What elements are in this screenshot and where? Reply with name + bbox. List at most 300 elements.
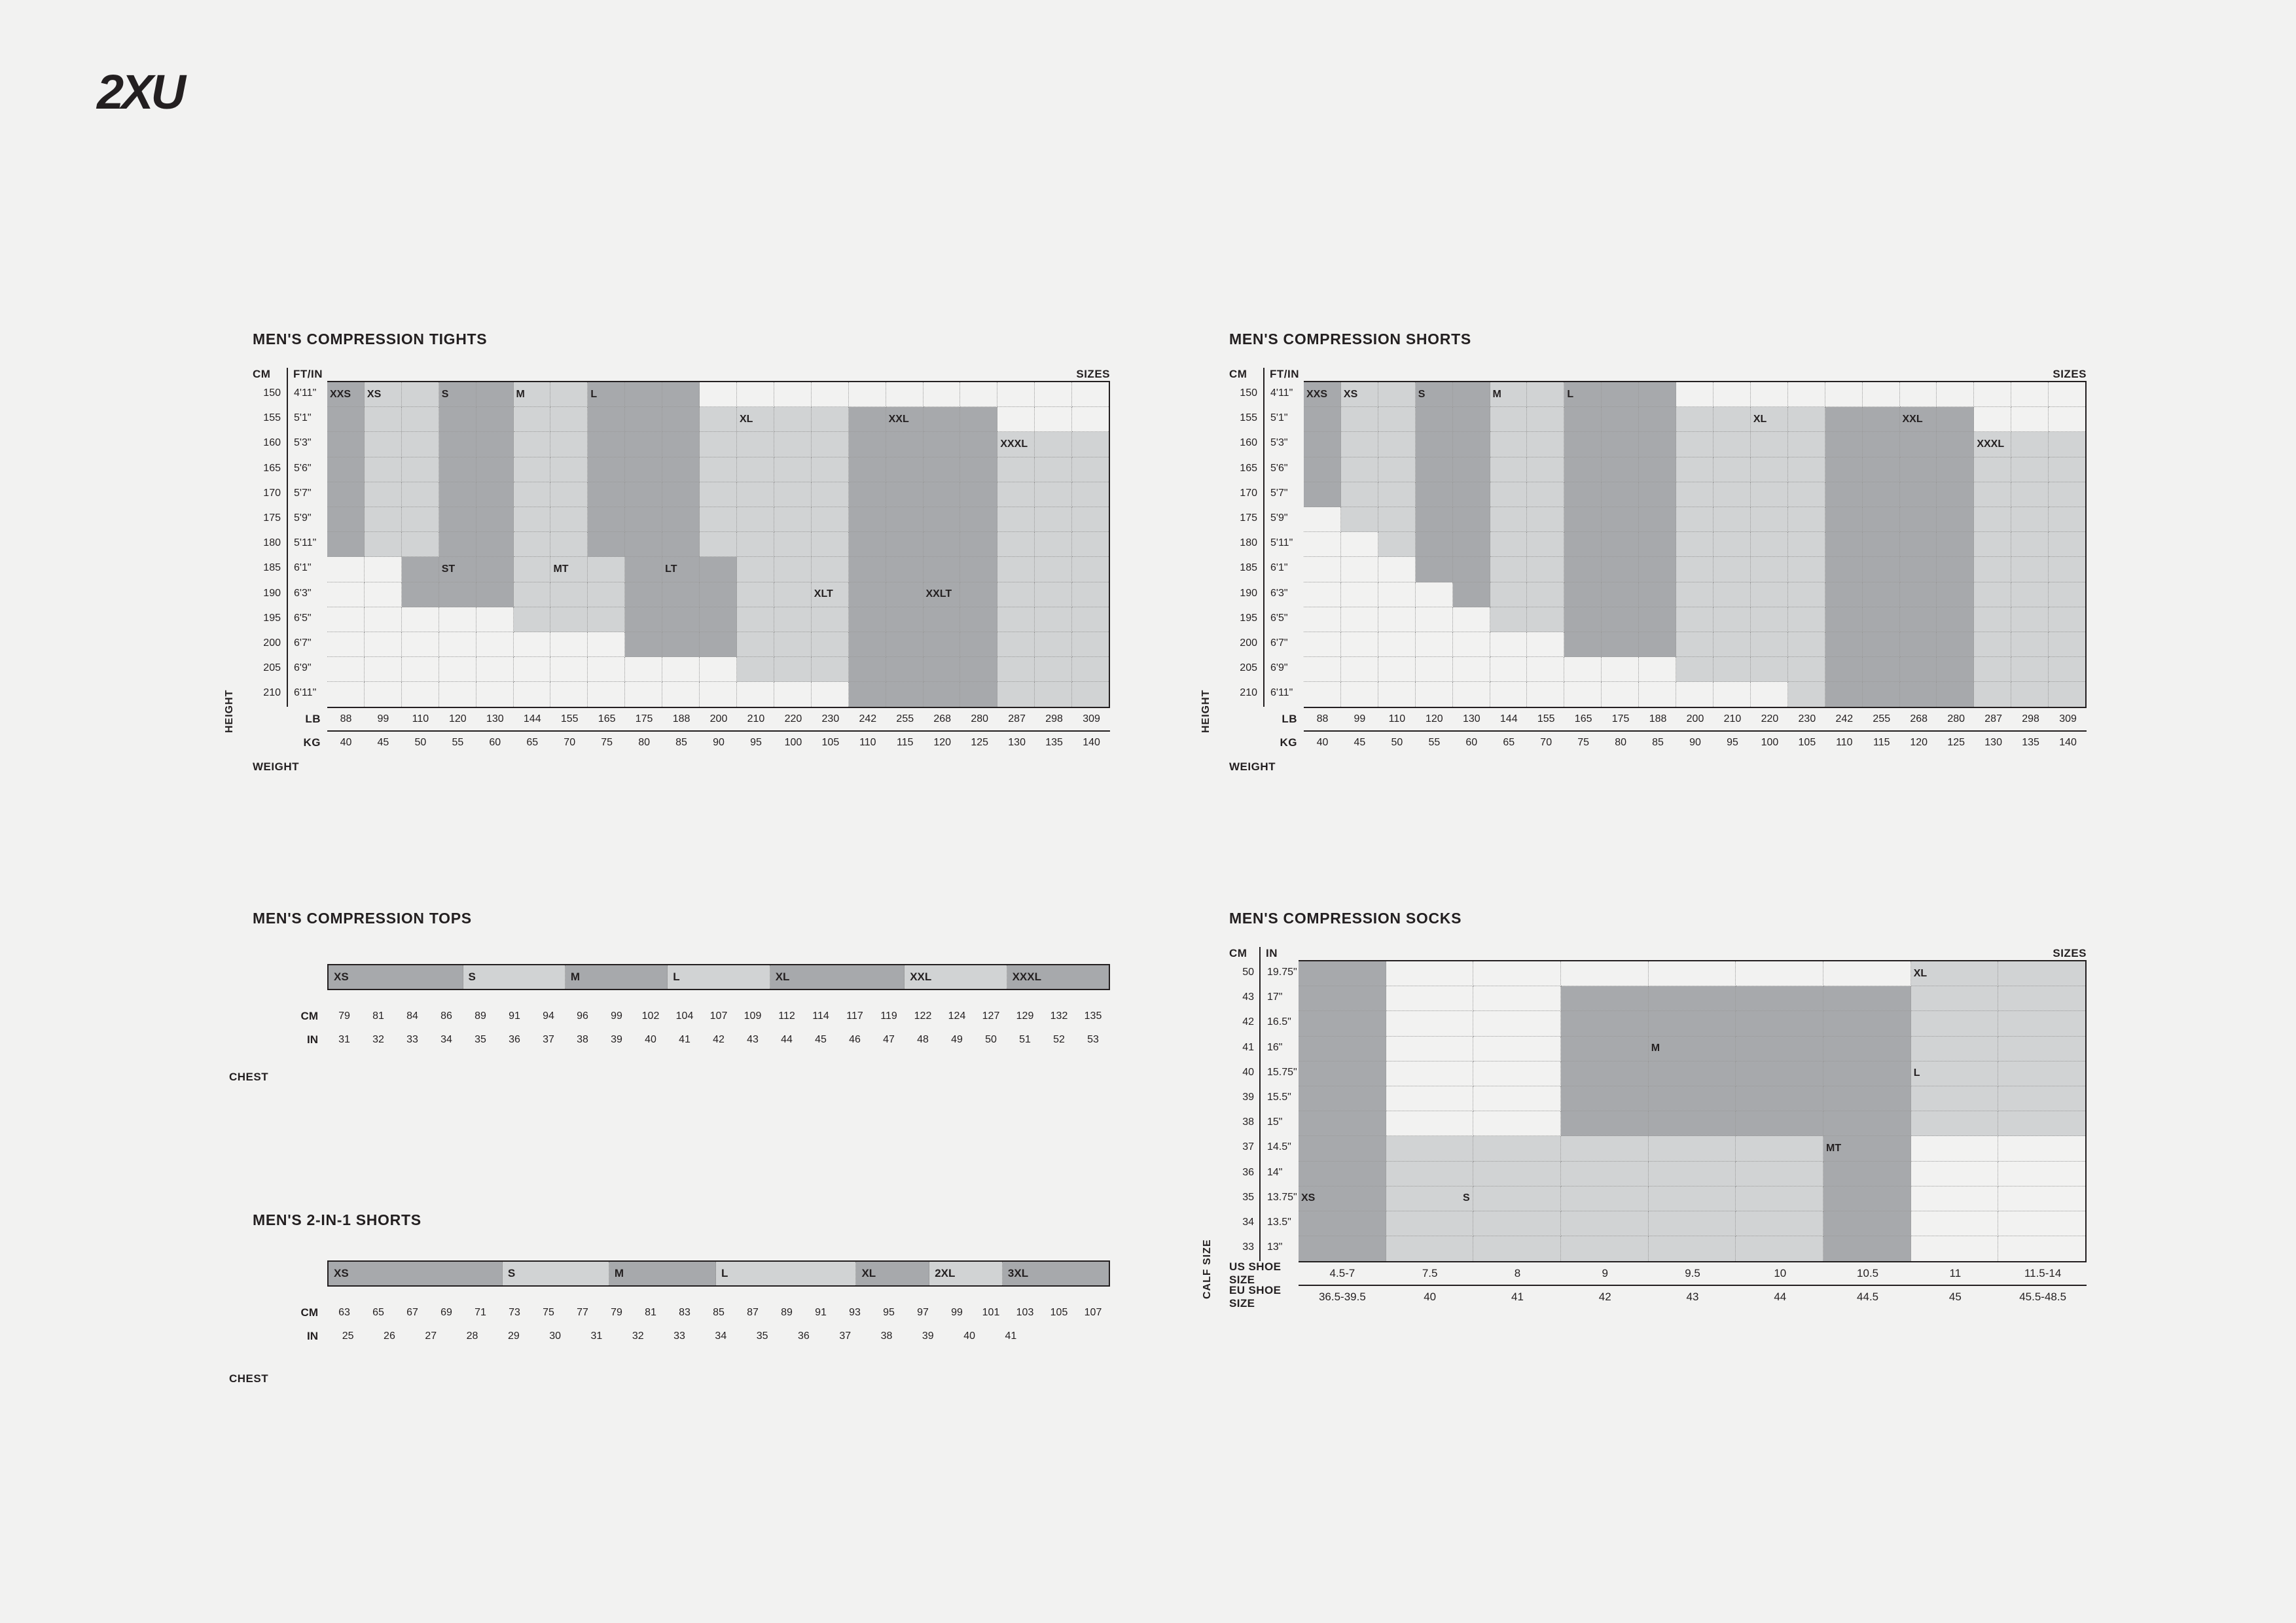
matrix-row [327, 682, 1109, 707]
size-cell-label: XS [367, 388, 382, 400]
cm-value: 83 [679, 1307, 691, 1318]
matrix-row [1299, 1211, 2085, 1236]
axis-cm-value: 43 [1242, 991, 1254, 1003]
socks-matrix [1299, 960, 2087, 1261]
size-cell-label: XLT [814, 588, 833, 600]
in-value: 49 [951, 1034, 963, 1045]
axis-cm-value: 40 [1242, 1066, 1254, 1078]
size-cell-label: MT [553, 563, 569, 575]
eu-shoe-value: 44.5 [1857, 1291, 1879, 1304]
label-sizes: SIZES [2053, 947, 2087, 959]
size-segment-m[interactable]: M [609, 1262, 716, 1285]
axis-ftin-value: 4'11" [1270, 387, 1293, 399]
axis-cm-value: 180 [263, 537, 281, 549]
axis-cm-value: 150 [1240, 387, 1257, 399]
axis-cm-value: 38 [1242, 1116, 1254, 1128]
eu-shoe-value: 45.5-48.5 [2019, 1291, 2067, 1304]
lb-value: 298 [2022, 713, 2039, 725]
lb-value: 175 [1611, 713, 1630, 725]
cm-value: 99 [611, 1010, 622, 1022]
cm-value: 112 [778, 1010, 795, 1022]
axis-cm-value: 165 [263, 462, 281, 474]
axis-cm-value: 175 [263, 512, 281, 524]
size-segment-s[interactable]: S [463, 965, 565, 989]
eu-shoe-value: 40 [1424, 1291, 1437, 1304]
in-value: 52 [1053, 1034, 1065, 1045]
size-cell-label: S [1463, 1192, 1470, 1204]
cm-value: 103 [1016, 1307, 1034, 1318]
kg-value: 140 [1083, 737, 1100, 749]
tops-size-bar [327, 964, 1110, 990]
axis-cm-value: 205 [1240, 662, 1257, 674]
axis-cm-value: 37 [1242, 1141, 1254, 1153]
eu-shoe-value: 36.5-39.5 [1318, 1291, 1366, 1304]
kg-value: 70 [1540, 737, 1552, 749]
kg-value: 115 [1873, 737, 1890, 749]
size-segment-3xl[interactable]: 3XL [1003, 1262, 1109, 1285]
size-cell-label: S [441, 388, 449, 400]
label-in: IN [307, 1330, 318, 1342]
matrix-row [1299, 1236, 2085, 1261]
size-cell-label: M [516, 388, 525, 400]
axis-cm-value: 34 [1242, 1216, 1254, 1228]
kg-value: 95 [750, 737, 762, 749]
cm-value: 85 [713, 1307, 725, 1318]
in-value: 33 [406, 1034, 418, 1045]
lb-value: 144 [523, 713, 541, 725]
matrix-row [327, 557, 1109, 582]
size-cell-label: XL [739, 413, 753, 425]
us-shoe-value: 10.5 [1857, 1267, 1879, 1280]
lb-value: 188 [672, 713, 691, 725]
axis-cm-value: 160 [1240, 437, 1257, 449]
size-cell-label: XL [1753, 413, 1767, 425]
axis-ftin-value: 6'7" [294, 637, 312, 649]
cm-value: 101 [982, 1307, 1000, 1318]
axis-ftin-value: 5'6" [1270, 462, 1288, 474]
axis-ftin-value: 5'3" [1270, 437, 1288, 449]
twoinone-cm-row [253, 1301, 1110, 1325]
lb-value: 287 [1008, 713, 1026, 725]
axis-cm-value: 195 [263, 612, 281, 624]
in-value: 41 [1005, 1330, 1017, 1342]
matrix-row [327, 382, 1109, 407]
in-value: 34 [440, 1034, 452, 1045]
in-value: 26 [384, 1330, 395, 1342]
size-cell-label: XXXL [1000, 438, 1028, 450]
lb-value: 287 [1984, 713, 2002, 725]
lb-value: 309 [2059, 713, 2077, 725]
lb-value: 230 [1798, 713, 1816, 725]
axis-in-value: 14" [1267, 1166, 1283, 1178]
in-value: 29 [507, 1330, 520, 1342]
cm-value: 99 [951, 1307, 963, 1318]
lb-value: 220 [784, 713, 802, 725]
matrix-row [1304, 682, 2085, 707]
lb-value: 242 [1835, 713, 1854, 725]
axis-ftin-value: 5'7" [1270, 487, 1288, 499]
size-cell-label: XXS [330, 388, 351, 400]
in-value: 32 [372, 1034, 384, 1045]
axis-ftin-value: 6'1" [294, 562, 312, 574]
kg-value: 130 [1008, 737, 1026, 749]
axis-cm-value: 190 [1240, 587, 1257, 599]
cm-value: 75 [543, 1307, 554, 1318]
size-segment-xs[interactable]: XS [329, 1262, 503, 1285]
axis-cm-value: 210 [1240, 687, 1257, 699]
matrix-row [327, 482, 1109, 507]
us-shoe-value: 4.5-7 [1329, 1267, 1355, 1280]
in-value: 28 [466, 1330, 478, 1342]
kg-value: 135 [2022, 737, 2039, 749]
lb-value: 242 [859, 713, 877, 725]
axis-in-value: 15.75" [1267, 1066, 1297, 1078]
in-value: 43 [747, 1034, 759, 1045]
lb-value: 210 [1723, 713, 1742, 725]
in-value: 47 [883, 1034, 895, 1045]
lb-value: 280 [1947, 713, 1965, 725]
in-value: 40 [963, 1330, 975, 1342]
size-cell-label: XS [1343, 388, 1358, 400]
size-segment-xl[interactable]: XL [856, 1262, 929, 1285]
lb-value: 175 [635, 713, 653, 725]
axis-ftin-value: 6'11" [1270, 687, 1293, 699]
lb-value: 200 [1686, 713, 1704, 725]
lb-value: 255 [1873, 713, 1891, 725]
lb-value: 165 [598, 713, 616, 725]
in-value: 37 [543, 1034, 554, 1045]
size-segment-l[interactable]: L [668, 965, 770, 989]
panel-mens-2in1-shorts [253, 1211, 1110, 1348]
size-segment-xl[interactable]: XL [770, 965, 905, 989]
cm-value: 122 [914, 1010, 932, 1022]
in-value: 38 [880, 1330, 893, 1342]
axis-ftin-value: 5'1" [1270, 412, 1288, 424]
axis-ftin-value: 6'9" [1270, 662, 1288, 674]
socks-eu-shoe-row [1229, 1286, 2087, 1308]
in-value: 42 [713, 1034, 725, 1045]
label-ftin: FT/IN [287, 368, 326, 381]
in-value: 36 [509, 1034, 520, 1045]
matrix-row [1304, 657, 2085, 682]
cm-value: 79 [611, 1307, 622, 1318]
cm-value: 129 [1016, 1010, 1034, 1022]
kg-value: 65 [526, 737, 539, 749]
kg-value: 85 [675, 737, 687, 749]
label-cm: CM [253, 368, 271, 380]
cm-value: 107 [709, 1010, 728, 1022]
kg-value: 120 [933, 737, 952, 749]
panel-mens-compression-tops [253, 910, 1110, 1052]
in-value: 51 [1019, 1034, 1031, 1045]
cm-value: 97 [917, 1307, 929, 1318]
size-cell-label: XXLT [925, 588, 952, 600]
in-value: 25 [342, 1330, 354, 1342]
size-segment-m[interactable]: M [565, 965, 668, 989]
cm-value: 79 [338, 1010, 350, 1022]
axis-ftin-value: 5'9" [294, 512, 312, 524]
shorts-cm-axis [1229, 381, 1263, 707]
lb-value: 99 [377, 713, 389, 725]
kg-value: 75 [1577, 737, 1590, 749]
kg-value: 135 [1045, 737, 1063, 749]
socks-grid [1229, 960, 2087, 1261]
cm-value: 124 [948, 1010, 966, 1022]
size-segment-2xl[interactable]: 2XL [929, 1262, 1003, 1285]
kg-value: 105 [821, 737, 840, 749]
kg-value: 100 [1761, 737, 1779, 749]
socks-in-axis [1259, 960, 1299, 1261]
kg-value: 115 [897, 737, 914, 749]
matrix-row [1304, 582, 2085, 607]
size-cell-label: XXS [1306, 388, 1328, 400]
size-segment-xs[interactable]: XS [329, 965, 463, 989]
matrix-row [1299, 1061, 2085, 1086]
kg-value: 60 [489, 737, 501, 749]
kg-value: 80 [1615, 737, 1626, 749]
axis-ftin-value: 6'11" [294, 687, 317, 699]
axis-cm-value: 170 [263, 487, 281, 499]
kg-value: 100 [784, 737, 802, 749]
lb-value: 220 [1761, 713, 1779, 725]
eu-shoe-value: 41 [1511, 1291, 1524, 1304]
tights-cm-axis [253, 381, 287, 707]
size-segment-xxxl[interactable]: XXXL [1007, 965, 1109, 989]
axis-ftin-value: 5'11" [294, 537, 317, 549]
lb-value: 110 [412, 713, 429, 725]
kg-value: 55 [452, 737, 464, 749]
kg-value: 140 [2059, 737, 2077, 749]
label-in: IN [307, 1033, 318, 1046]
panel-mens-compression-shorts [1229, 330, 2087, 774]
axis-cm-value: 41 [1242, 1041, 1254, 1053]
tights-grid [253, 381, 1110, 707]
matrix-row [1304, 432, 2085, 457]
in-value: 38 [577, 1034, 588, 1045]
label-lb: LB [1282, 713, 1297, 726]
label-weight: WEIGHT [1229, 760, 1276, 774]
cm-value: 81 [372, 1010, 384, 1022]
size-cell-label: L [1567, 388, 1574, 400]
lb-value: 120 [448, 713, 467, 725]
cm-value: 105 [1050, 1307, 1068, 1318]
label-us-shoe-size: US SHOE SIZE [1229, 1260, 1282, 1287]
lb-value: 120 [1425, 713, 1443, 725]
axis-in-value: 14.5" [1267, 1141, 1291, 1153]
label-sizes: SIZES [1076, 368, 1110, 380]
cm-value: 89 [781, 1307, 793, 1318]
label-height-shorts: HEIGHT [1200, 689, 1211, 733]
cm-value: 95 [883, 1307, 895, 1318]
eu-shoe-value: 44 [1774, 1291, 1787, 1304]
cm-value: 107 [1084, 1307, 1102, 1318]
label-kg: KG [1280, 736, 1297, 749]
matrix-row [327, 532, 1109, 557]
cm-value: 87 [747, 1307, 759, 1318]
lb-value: 280 [971, 713, 989, 725]
panel-mens-compression-socks [1229, 910, 2087, 1308]
axis-cm-value: 195 [1240, 612, 1257, 624]
label-chest-2in1: CHEST [229, 1372, 269, 1385]
lb-value: 88 [340, 713, 352, 725]
kg-value: 40 [1316, 737, 1329, 749]
matrix-row [1304, 557, 2085, 582]
lb-value: 309 [1083, 713, 1100, 725]
cm-value: 132 [1050, 1010, 1068, 1022]
lb-value: 165 [1574, 713, 1592, 725]
axis-cm-value: 155 [263, 412, 281, 424]
kg-value: 65 [1503, 737, 1515, 749]
axis-in-value: 16" [1267, 1041, 1283, 1053]
panel-mens-compression-tights [253, 330, 1110, 774]
twoinone-size-bar [327, 1260, 1110, 1287]
kg-value: 125 [971, 737, 989, 749]
socks-us-shoe-row [1229, 1262, 2087, 1285]
axis-cm-value: 170 [1240, 487, 1257, 499]
matrix-row [327, 432, 1109, 457]
in-value: 37 [839, 1330, 852, 1342]
shorts-kg-row [1229, 732, 2087, 754]
brand-logo: 2XU [97, 65, 183, 119]
matrix-row [1304, 632, 2085, 657]
cm-value: 77 [577, 1307, 588, 1318]
axis-cm-value: 180 [1240, 537, 1257, 549]
us-shoe-value: 11 [1949, 1267, 1962, 1280]
tops-in-row [253, 1028, 1110, 1052]
label-height-tights: HEIGHT [224, 689, 235, 733]
lb-value: 130 [486, 713, 504, 725]
matrix-row [327, 407, 1109, 432]
size-cell-label: LT [665, 563, 677, 575]
us-shoe-value: 11.5-14 [2024, 1267, 2062, 1280]
axis-ftin-value: 6'5" [1270, 612, 1288, 624]
lb-value: 130 [1462, 713, 1480, 725]
axis-in-value: 13.75" [1267, 1191, 1297, 1203]
kg-value: 50 [414, 737, 427, 749]
axis-ftin-value: 5'3" [294, 437, 312, 449]
size-cell-label: XL [1913, 967, 1928, 979]
axis-cm-value: 185 [263, 562, 281, 574]
size-cell-label: S [1418, 388, 1426, 400]
axis-ftin-value: 6'9" [294, 662, 312, 674]
label-cm: CM [300, 1306, 318, 1319]
cm-value: 114 [812, 1010, 829, 1022]
matrix-row [1304, 607, 2085, 632]
axis-in-value: 16.5" [1267, 1016, 1291, 1028]
in-value: 50 [985, 1034, 997, 1045]
matrix-row [1304, 507, 2085, 532]
axis-cm-value: 155 [1240, 412, 1257, 424]
axis-cm-value: 33 [1242, 1241, 1254, 1253]
lb-value: 155 [560, 713, 579, 725]
axis-cm-value: 175 [1240, 512, 1257, 524]
size-cell-label: XXL [1902, 413, 1923, 425]
size-segment-l[interactable]: L [716, 1262, 856, 1285]
page-title-shorts: MEN'S COMPRESSION SHORTS [1229, 330, 1471, 348]
in-value: 45 [815, 1034, 827, 1045]
size-segment-s[interactable]: S [503, 1262, 609, 1285]
eu-shoe-value: 43 [1686, 1291, 1699, 1304]
kg-value: 120 [1910, 737, 1928, 749]
tights-lb-row [253, 708, 1110, 730]
us-shoe-value: 9.5 [1685, 1267, 1700, 1280]
eu-shoe-value: 42 [1598, 1291, 1611, 1304]
axis-cm-value: 36 [1242, 1166, 1254, 1178]
lb-value: 210 [747, 713, 765, 725]
size-cell-label: M [1651, 1043, 1660, 1054]
kg-value: 80 [638, 737, 650, 749]
axis-ftin-value: 6'7" [1270, 637, 1288, 649]
cm-value: 91 [815, 1307, 827, 1318]
label-weight: WEIGHT [253, 760, 299, 774]
matrix-row [1299, 1162, 2085, 1186]
page-title-socks: MEN'S COMPRESSION SOCKS [1229, 910, 1462, 927]
cm-value: 135 [1084, 1010, 1102, 1022]
size-cell-label: L [1913, 1067, 1920, 1079]
label-ftin: FT/IN [1263, 368, 1302, 381]
size-cell-label: M [1492, 388, 1501, 400]
matrix-row [327, 507, 1109, 532]
tights-ftin-axis [287, 381, 327, 707]
axis-ftin-value: 4'11" [294, 387, 317, 399]
cm-value: 127 [982, 1010, 1000, 1022]
in-value: 48 [917, 1034, 929, 1045]
kg-value: 130 [1984, 737, 2002, 749]
axis-ftin-value: 5'6" [294, 462, 312, 474]
cm-value: 102 [641, 1010, 660, 1022]
socks-cm-axis [1229, 960, 1259, 1261]
axis-ftin-value: 5'1" [294, 412, 312, 424]
label-chest-tops: CHEST [229, 1071, 269, 1083]
cm-value: 94 [543, 1010, 554, 1022]
matrix-row [327, 582, 1109, 607]
cm-value: 65 [372, 1307, 384, 1318]
axis-cm-value: 200 [1240, 637, 1257, 649]
axis-cm-value: 200 [263, 637, 281, 649]
in-value: 40 [645, 1034, 656, 1045]
in-value: 34 [715, 1330, 727, 1342]
cm-value: 67 [406, 1307, 418, 1318]
axis-in-value: 19.75" [1267, 967, 1297, 978]
label-cm: CM [1229, 947, 1247, 959]
kg-value: 70 [564, 737, 576, 749]
kg-value: 95 [1727, 737, 1738, 749]
in-value: 31 [338, 1034, 350, 1045]
kg-value: 40 [340, 737, 352, 749]
cm-value: 71 [475, 1307, 486, 1318]
cm-value: 81 [645, 1307, 656, 1318]
lb-value: 298 [1045, 713, 1063, 725]
axis-cm-value: 35 [1242, 1191, 1254, 1203]
matrix-row [1304, 382, 2085, 407]
tops-cm-row [253, 1005, 1110, 1028]
size-segment-xxl[interactable]: XXL [905, 965, 1007, 989]
lb-value: 99 [1354, 713, 1366, 725]
axis-in-value: 15.5" [1267, 1092, 1291, 1103]
matrix-row [1304, 457, 2085, 482]
tights-matrix [327, 381, 1110, 707]
axis-cm-value: 150 [263, 387, 281, 399]
us-shoe-value: 9 [1602, 1267, 1608, 1280]
eu-shoe-value: 45 [1948, 1291, 1962, 1304]
cm-value: 96 [577, 1010, 588, 1022]
kg-value: 110 [859, 737, 876, 749]
in-value: 39 [611, 1034, 622, 1045]
cm-value: 89 [475, 1010, 486, 1022]
matrix-row [1304, 407, 2085, 432]
cm-value: 73 [509, 1307, 520, 1318]
matrix-row [327, 632, 1109, 657]
